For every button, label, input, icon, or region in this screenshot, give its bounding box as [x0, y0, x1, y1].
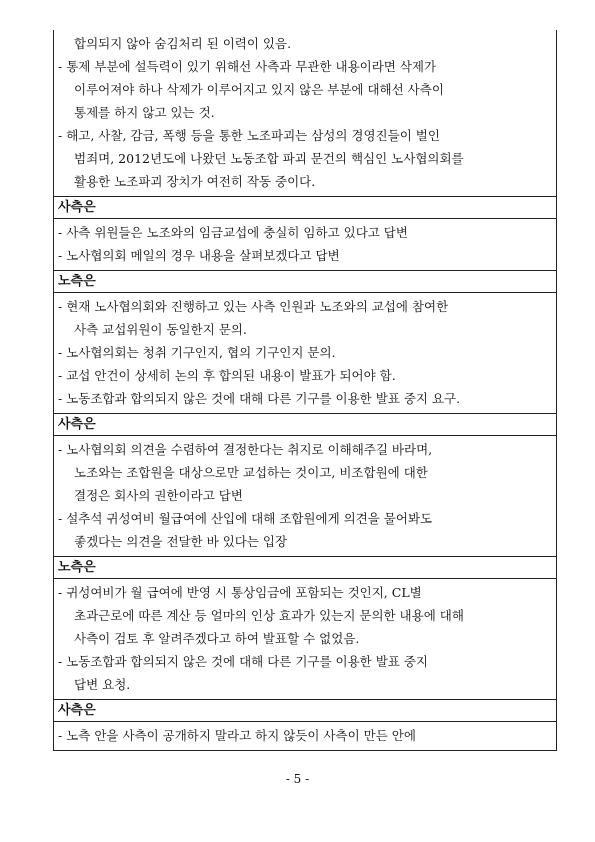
- text-line: - 귀성여비가 월 급여에 반영 시 통상임금에 포함되는 것인지, CL별: [58, 585, 422, 600]
- section-body: [54, 722, 556, 750]
- text-line: - 설추석 귀성여비 월급여에 산입에 대해 조합원에게 의견을 물어봐도: [58, 511, 433, 526]
- text-line: - 노동조합과 합의되지 않은 것에 대해 다른 기구를 이용한 발표 중지 요구.: [58, 391, 461, 406]
- text-line: 답변 요청.: [74, 677, 131, 692]
- text-line: - 해고, 사찰, 감금, 폭행 등을 통한 노조파괴는 삼성의 경영진들이 벌인: [58, 128, 440, 143]
- section-body: [54, 579, 556, 700]
- page-number: - 5 -: [285, 772, 310, 786]
- text-line: - 노사협의회 의견을 수렴하여 결정한다는 취지로 이해해주길 바라며,: [58, 442, 433, 457]
- text-line: 이루어져야 하나 삭제가 이루어지고 있지 않은 부분에 대해선 사측이: [74, 82, 444, 97]
- text-line: - 노사협의회 메일의 경우 내용을 살펴보겠다고 답변: [58, 248, 340, 263]
- text-line: 초과근로에 따른 계산 등 얼마의 인상 효과가 있는지 문의한 내용에 대해: [74, 608, 464, 623]
- section-header: 사측은: [54, 414, 556, 436]
- section-header: 노측은: [54, 271, 556, 293]
- section-body: [54, 30, 556, 197]
- text-line: - 노동조합과 합의되지 않은 것에 대해 다른 기구를 이용한 발표 중지: [58, 654, 428, 669]
- text-line: 노조와는 조합원을 대상으로만 교섭하는 것이고, 비조합원에 대한: [74, 465, 428, 480]
- minutes-table: [53, 30, 557, 751]
- section-body: [54, 293, 556, 414]
- text-line: - 교섭 안건이 상세히 논의 후 합의된 내용이 발표가 되어야 함.: [58, 368, 396, 383]
- section-header: 노측은: [54, 557, 556, 579]
- text-line: 결정은 회사의 권한이라고 답변: [74, 488, 243, 503]
- section-header: 사측은: [54, 197, 556, 219]
- text-line: 사측 교섭위원이 동일한지 문의.: [74, 322, 247, 337]
- text-line: 사측이 검토 후 알려주겠다고 하여 발표할 수 없었음.: [74, 631, 360, 646]
- text-line: 활용한 노조파괴 장치가 여전히 작동 중이다.: [74, 174, 316, 189]
- text-line: - 노사협의회는 청취 기구인지, 협의 기구인지 문의.: [58, 345, 336, 360]
- text-line: 좋겠다는 의견을 전달한 바 있다는 입장: [74, 534, 288, 549]
- text-line: - 사측 위원들은 노조와의 임금교섭에 충실히 임하고 있다고 답변: [58, 225, 408, 240]
- section-header: 사측은: [54, 700, 556, 722]
- section-body: [54, 436, 556, 557]
- text-line: 통제를 하지 않고 있는 것.: [74, 105, 215, 120]
- text-line: - 통제 부분에 설득력이 있기 위해선 사측과 무관한 내용이라면 삭제가: [58, 59, 437, 74]
- text-line: 합의되지 않아 숨김처리 된 이력이 있음.: [74, 36, 292, 51]
- text-line: 범죄며, 2012년도에 나왔던 노동조합 파괴 문건의 핵심인 노사협의회를: [74, 151, 464, 166]
- section-body: [54, 219, 556, 271]
- text-line: - 노측 안을 사측이 공개하지 말라고 하지 않듯이 사측이 만든 안에: [58, 728, 416, 743]
- text-line: - 현재 노사협의회와 진행하고 있는 사측 인원과 노조와의 교섭에 참여한: [58, 299, 449, 314]
